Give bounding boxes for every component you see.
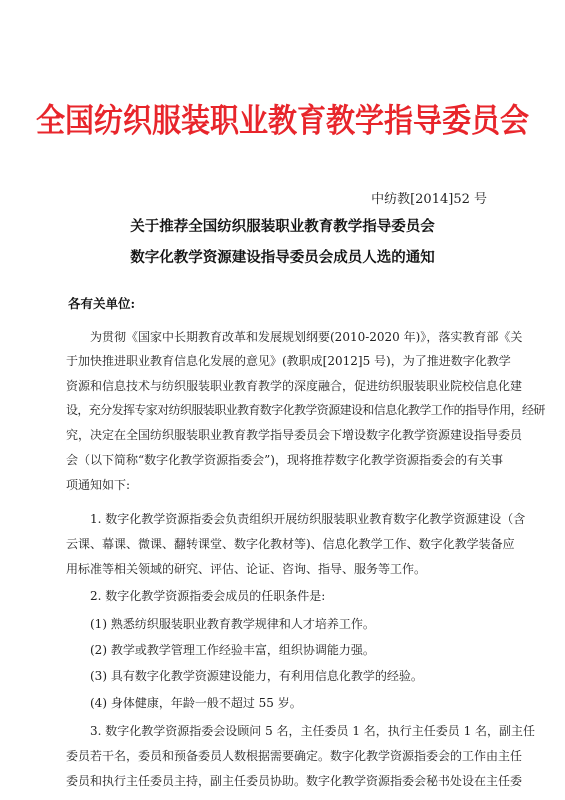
body-line: 1. 数字化教学资源指委会负责组织开展纺织服装职业教育数字化教学资源建设（含 xyxy=(90,512,526,526)
notice-title-line-1: 关于推荐全国纺织服装职业教育教学指导委员会 xyxy=(130,218,435,235)
salutation: 各有关单位: xyxy=(68,296,136,311)
body-line: 项通知如下: xyxy=(66,478,131,492)
body-line: 资源和信息技术与纺织服装职业教育教学的深度融合，促进纺织服装职业院校信息化建 xyxy=(66,379,523,393)
body-line: 于加快推进职业教育信息化发展的意见》(教职成[2012]5 号)，为了推进数字化教学 xyxy=(66,354,511,368)
body-line: 用标准等相关领域的研究、评估、论证、咨询、指导、服务等工作。 xyxy=(66,562,427,576)
body-line: (4) 身体健康，年龄一般不超过 55 岁。 xyxy=(90,696,302,710)
body-line: 2. 数字化教学资源指委会成员的任职条件是: xyxy=(90,589,326,603)
committee-letterhead: 全国纺织服装职业教育教学指导委员会 xyxy=(35,101,529,140)
body-line: (3) 具有数字化教学资源建设能力，有利用信息化教学的经验。 xyxy=(90,669,423,683)
document-number: 中纺教[2014]52 号 xyxy=(371,192,487,207)
body-line: (2) 教学或教学管理工作经验丰富，组织协调能力强。 xyxy=(90,643,375,657)
body-line: 3. 数字化教学资源指委会设顾问 5 名，主任委员 1 名，执行主任委员 1 名，副主任 xyxy=(90,724,536,738)
body-line: 为贯彻《国家中长期教育改革和发展规划纲要(2010-2020 年)》，落实教育部《关 xyxy=(90,330,523,344)
body-line: 设，充分发挥专家对纺织服装职业教育数字化教学资源建设和信息化教学工作的指导作用，经研 xyxy=(66,403,545,417)
body-line: 委员和执行主任委员主持，副主任委员协助。数字化教学资源指委会秘书处设在主任委 xyxy=(66,774,523,788)
body-line: 会（以下简称“数字化教学资源指委会”)，现将推荐数字化教学资源指委会的有关事 xyxy=(66,453,503,467)
body-line: 委员若干名，委员和预备委员人数根据需要确定。数字化教学资源指委会的工作由主任 xyxy=(66,749,523,763)
body-line: 云课、幕课、微课、翻转课堂、数字化教材等)、信息化教学工作、数字化教学装备应 xyxy=(66,537,515,551)
notice-title-line-2: 数字化教学资源建设指导委员会成员人选的通知 xyxy=(130,249,435,266)
body-line: (1) 熟悉纺织服装职业教育教学规律和人才培养工作。 xyxy=(90,617,375,631)
body-line: 究，决定在全国纺织服装职业教育教学指导委员会下增设数字化教学资源建设指导委员 xyxy=(66,428,523,442)
